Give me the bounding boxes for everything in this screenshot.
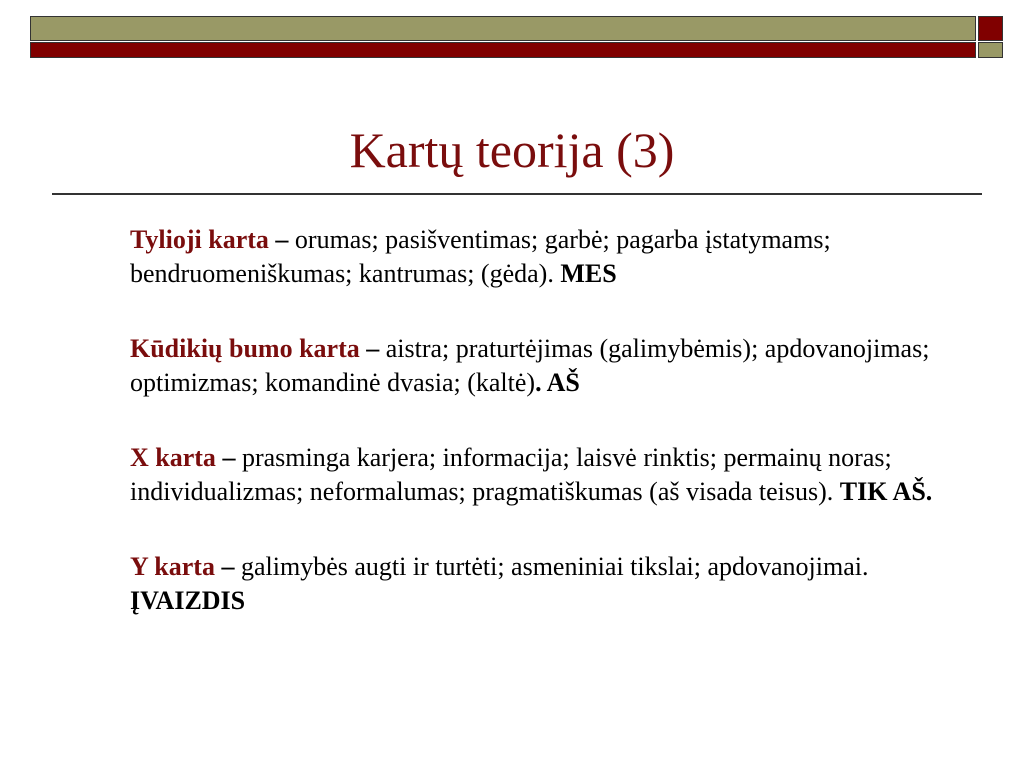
- generation-item-x: [130, 441, 990, 509]
- generation-term: Y karta: [130, 552, 215, 581]
- slide-content: [130, 223, 990, 618]
- generation-description: galimybės augti ir turtėti; asmeniniai tikslai; apdovanojimai.: [240, 552, 869, 581]
- generation-item-boomers: [130, 332, 990, 400]
- generation-description: orumas; pasišventimas; garbė; pagarba įstatymams; bendruomeniškumas; kantrumas; (gėda).: [130, 225, 831, 288]
- generation-term: X karta: [130, 443, 216, 472]
- generation-description: aistra; praturtėjimas (galimybėmis); apdovanojimas; optimizmas; komandinė dvasia; (kaltė): [130, 334, 930, 397]
- generation-tag: TIK AŠ.: [839, 477, 933, 506]
- term-dash: –: [214, 552, 241, 581]
- header-square-red: [978, 16, 1003, 41]
- generation-term: Tylioji karta: [130, 225, 269, 254]
- generation-tag: MES: [560, 259, 617, 288]
- decorative-header-bar: [30, 16, 1004, 58]
- generation-tag: ĮVAIZDIS: [130, 586, 246, 615]
- generation-term: Kūdikių bumo karta: [130, 334, 360, 363]
- header-bar-olive: [30, 16, 976, 41]
- header-square-olive: [978, 42, 1003, 58]
- generation-item-y: [130, 550, 990, 618]
- generation-tag: . AŠ: [535, 368, 580, 397]
- term-dash: –: [215, 443, 242, 472]
- title-divider: [52, 193, 982, 195]
- term-dash: –: [359, 334, 386, 363]
- header-bar-red: [30, 42, 976, 58]
- slide-title: Kartų teorija (3): [349, 122, 675, 178]
- generation-item-silent: [130, 223, 990, 291]
- term-dash: –: [268, 225, 295, 254]
- generation-description: prasminga karjera; informacija; laisvė rinktis; permainų noras; individualizmas; neformalumas; pragmatiškumas (aš visada teisus).: [130, 443, 892, 506]
